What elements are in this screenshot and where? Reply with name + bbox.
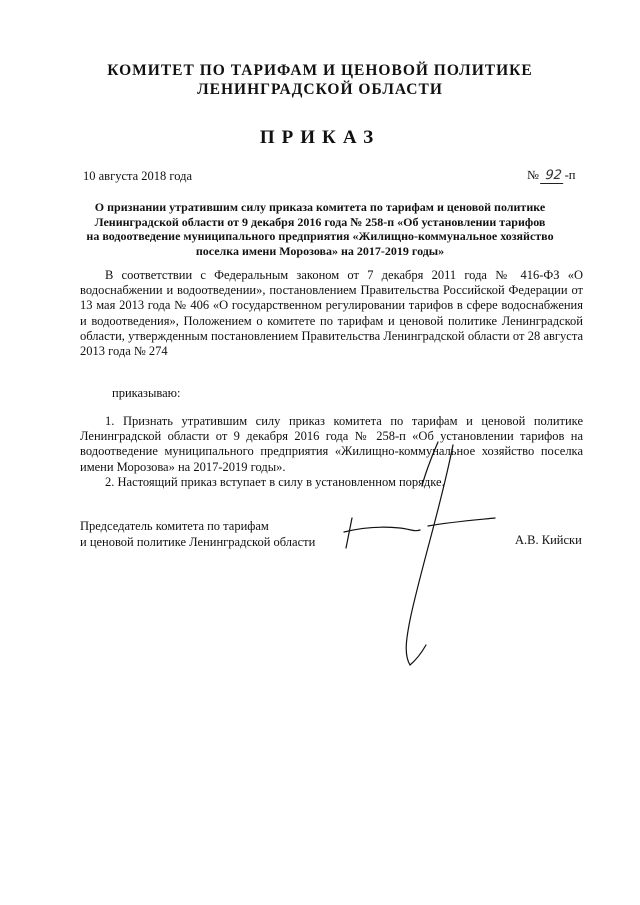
preamble-paragraph: В соответствии с Федеральным законом от 7 декабря 2011 года № 416-ФЗ «О водоснабжении и водоотведении», постановлением Правительства Российской Федерации от 13 мая 2013 года № 406 «О государственном регулировании тарифов в сфере водоснабжения и водоотведения», Положением о комитете по тарифам и ценовой политике Ленинградской области, утвержденным постановлением Правительства Ленинградской области от 28 августа 2013 года № 274 <box>80 268 583 359</box>
title-line-1: О признании утратившим силу приказа комитета по тарифам и ценовой политике <box>94 200 546 214</box>
order-item-2: 2. Настоящий приказ вступает в силу в установленном порядке. <box>105 475 445 489</box>
order-item-1: 1. Признать утратившим силу приказ комитета по тарифам и ценовой политике Ленинградской области от 9 декабря 2016 года № 258-п «Об установлении тарифов на водоотведение муниципального предприятия «Жилищно-коммунальное хозяйство поселка имени Морозова» на 2017-2019 годы». <box>80 414 583 474</box>
position-line-2: и ценовой политике Ленинградской области <box>80 535 316 549</box>
org-name-line1: КОМИТЕТ ПО ТАРИФАМ И ЦЕНОВОЙ ПОЛИТИКЕ <box>107 62 533 79</box>
position-line-1: Председатель комитета по тарифам <box>80 519 269 533</box>
handwritten-signature <box>330 440 530 680</box>
orders-word: приказываю: <box>112 386 181 400</box>
number-sign: № <box>527 168 539 182</box>
number-suffix: -п <box>564 168 576 182</box>
org-name-line2: ЛЕНИНГРАДСКОЙ ОБЛАСТИ <box>197 81 443 98</box>
signatory-name: А.В. Кийски <box>515 533 582 547</box>
document-type: ПРИКАЗ <box>259 127 381 148</box>
title-line-3: на водоотведение муниципального предприятия «Жилищно-коммунальное хозяйство <box>86 229 554 243</box>
order-number <box>527 168 575 184</box>
order-date: 10 августа 2018 года <box>83 169 193 183</box>
title-line-4: поселка имени Морозова» на 2017-2019 годы» <box>195 243 445 258</box>
handwritten-number: 92 <box>540 168 567 184</box>
title-line-2: Ленинградской области от 9 декабря 2016 года № 258-п «Об установлении тарифов <box>94 214 546 229</box>
order-title <box>80 200 560 258</box>
organization-header <box>0 61 640 99</box>
signatory-position <box>80 518 315 550</box>
